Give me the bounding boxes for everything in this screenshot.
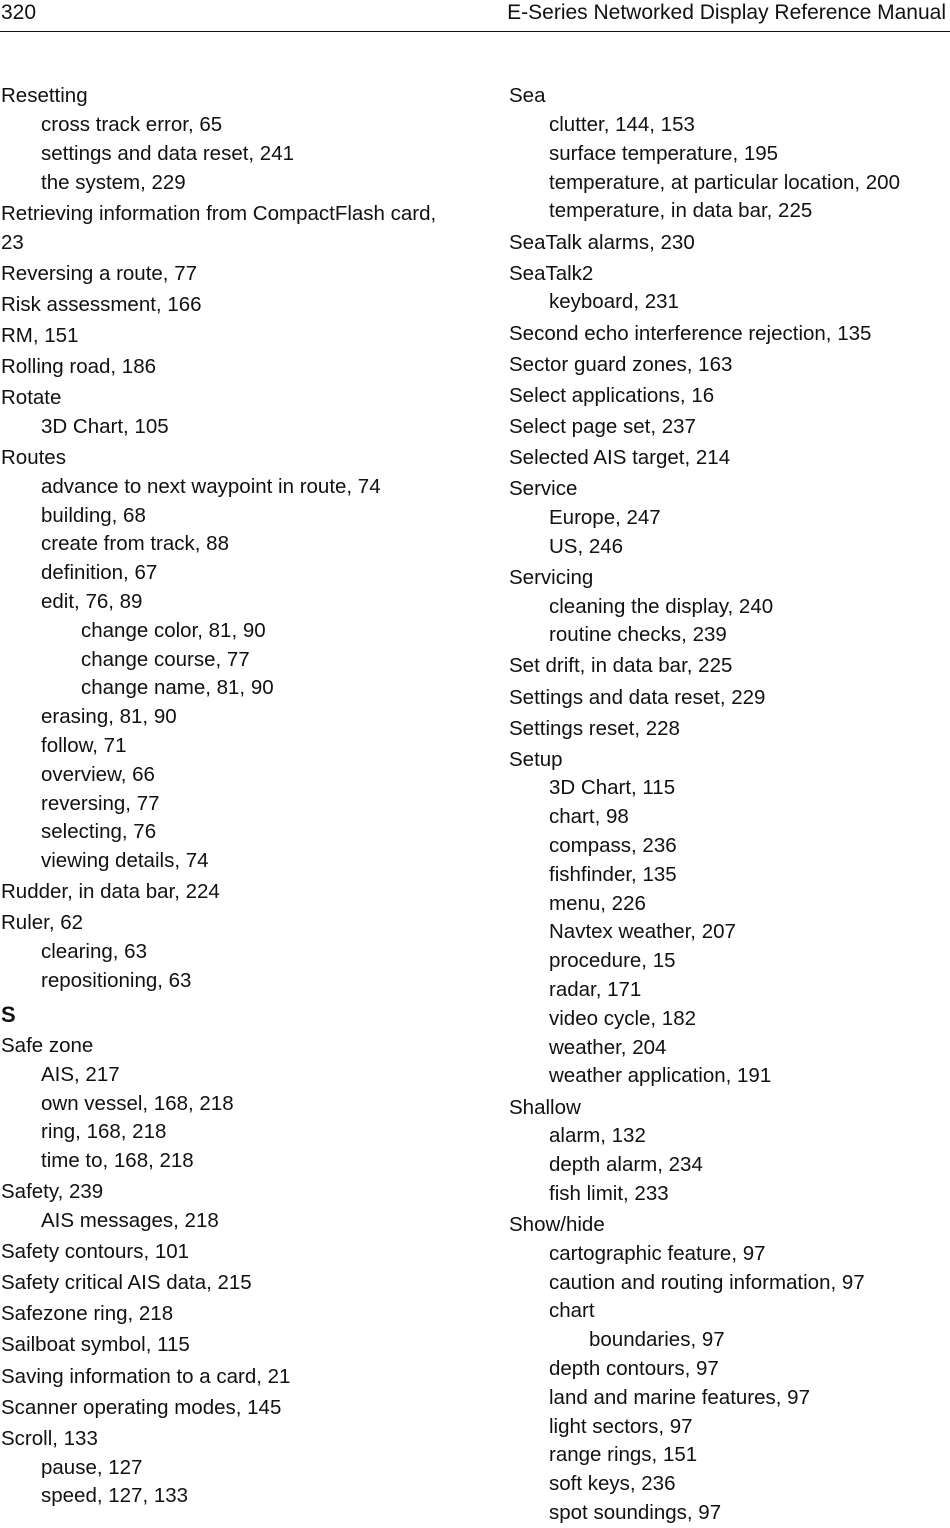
index-subentry: fishfinder, 135 — [549, 862, 677, 886]
index-subentry: pause, 127 — [41, 1455, 143, 1479]
index-subentry: clutter, 144, 153 — [549, 113, 695, 137]
index-subentry: alarm, 132 — [549, 1124, 646, 1148]
index-subentry: chart, 98 — [549, 805, 629, 829]
index-entry: Service — [509, 477, 578, 501]
index-subentry: follow, 71 — [41, 733, 127, 757]
index-subentry: AIS, 217 — [41, 1062, 120, 1086]
index-subentry: advance to next waypoint in route, 74 — [41, 474, 381, 498]
index-subentry: Navtex weather, 207 — [549, 920, 736, 944]
index-entry: Scanner operating modes, 145 — [1, 1395, 282, 1419]
index-entry: Scroll, 133 — [1, 1426, 98, 1450]
index-subentry: chart — [549, 1299, 595, 1323]
index-subentry: surface temperature, 195 — [549, 141, 779, 165]
index-subentry: cleaning the display, 240 — [549, 594, 774, 618]
index-entry: Selected AIS target, 214 — [509, 445, 731, 469]
index-subentry: routine checks, 239 — [549, 623, 727, 647]
index-subentry: land and marine features, 97 — [549, 1385, 810, 1409]
index-entry: Select page set, 237 — [509, 414, 696, 438]
index-entry: Routes — [1, 445, 66, 469]
index-entry: Shallow — [509, 1095, 581, 1119]
index-entry: Servicing — [509, 565, 594, 589]
index-subentry: AIS messages, 218 — [41, 1209, 219, 1233]
index-entry: RM, 151 — [1, 323, 79, 347]
index-subentry: reversing, 77 — [41, 791, 160, 815]
index-subentry: settings and data reset, 241 — [41, 141, 295, 165]
index-entry: SeaTalk alarms, 230 — [509, 230, 695, 254]
index-subentry: soft keys, 236 — [549, 1472, 676, 1496]
index-subentry: viewing details, 74 — [41, 849, 209, 873]
index-subentry: ring, 168, 218 — [41, 1120, 167, 1144]
index-subentry: caution and routing information, 97 — [549, 1270, 865, 1294]
index-section-letter: S — [1, 1001, 16, 1027]
index-subentry: video cycle, 182 — [549, 1006, 697, 1030]
index-subentry: definition, 67 — [41, 561, 158, 585]
index-subentry: light sectors, 97 — [549, 1414, 693, 1438]
index-subentry: spot soundings, 97 — [549, 1501, 722, 1524]
index-entry: Rudder, in data bar, 224 — [1, 880, 220, 904]
index-subentry: keyboard, 231 — [549, 290, 679, 314]
index-subentry: fish limit, 233 — [549, 1181, 669, 1205]
index-entry: Sector guard zones, 163 — [509, 352, 733, 376]
index-subentry: change name, 81, 90 — [81, 676, 274, 700]
index-subentry: Europe, 247 — [549, 505, 661, 529]
index-entry: Setup — [509, 747, 563, 771]
index-subentry: overview, 66 — [41, 762, 155, 786]
index-subentry: procedure, 15 — [549, 949, 676, 973]
index-entry: Sailboat symbol, 115 — [1, 1333, 190, 1357]
index-entry: Rolling road, 186 — [1, 354, 156, 378]
index-subentry: depth alarm, 234 — [549, 1153, 703, 1177]
index-subentry: temperature, in data bar, 225 — [549, 199, 813, 223]
index-entry: Ruler, 62 — [1, 911, 84, 935]
index-entry: Retrieving information from CompactFlash card, — [1, 201, 437, 225]
index-entry: Saving information to a card, 21 — [1, 1364, 291, 1388]
index-entry: Rotate — [1, 386, 62, 410]
index-subentry: cross track error, 65 — [41, 113, 223, 137]
index-entry: Reversing a route, 77 — [1, 261, 198, 285]
running-title: E-Series Networked Display Reference Manual — [507, 1, 946, 24]
index-entry: Safety, 239 — [1, 1180, 104, 1204]
index-entry: Settings reset, 228 — [509, 716, 680, 740]
page-header — [0, 0, 950, 30]
index-subentry: temperature, at particular location, 200 — [549, 170, 900, 194]
index-entry: 23 — [1, 230, 24, 254]
index-subentry: menu, 226 — [549, 891, 646, 915]
index-entry: Safety critical AIS data, 215 — [1, 1271, 252, 1295]
index-subentry: change course, 77 — [81, 647, 250, 671]
index-subentry: the system, 229 — [41, 170, 186, 194]
index-subentry: time to, 168, 218 — [41, 1149, 194, 1173]
index-subentry: speed, 127, 133 — [41, 1484, 189, 1508]
page-number: 320 — [1, 1, 37, 24]
index-subentry: boundaries, 97 — [589, 1328, 725, 1352]
index-entry: Set drift, in data bar, 225 — [509, 654, 733, 678]
index-entry: Second echo interference rejection, 135 — [509, 321, 872, 345]
index-entry: Risk assessment, 166 — [1, 292, 202, 316]
index-column-left — [1, 80, 441, 1511]
index-subentry: 3D Chart, 115 — [549, 776, 676, 800]
index-entry: Safety contours, 101 — [1, 1240, 190, 1264]
index-entry: Sea — [509, 84, 546, 108]
index-subentry: radar, 171 — [549, 978, 642, 1002]
index-subentry: 3D Chart, 105 — [41, 414, 169, 438]
index-entry: Safe zone — [1, 1033, 94, 1057]
index-subentry: weather, 204 — [549, 1035, 667, 1059]
index-subentry: erasing, 81, 90 — [41, 705, 177, 729]
index-column-right — [509, 80, 949, 1528]
index-subentry: depth contours, 97 — [549, 1357, 719, 1381]
index-subentry: cartographic feature, 97 — [549, 1241, 766, 1265]
index-entry: Safezone ring, 218 — [1, 1302, 174, 1326]
index-subentry: weather application, 191 — [549, 1064, 772, 1088]
index-entry: SeaTalk2 — [509, 261, 594, 285]
index-subentry: range rings, 151 — [549, 1443, 698, 1467]
index-subentry: US, 246 — [549, 534, 624, 558]
index-subentry: clearing, 63 — [41, 940, 147, 964]
index-subentry: building, 68 — [41, 503, 146, 527]
index-subentry: create from track, 88 — [41, 532, 229, 556]
index-subentry: repositioning, 63 — [41, 968, 192, 992]
index-subentry: edit, 76, 89 — [41, 589, 143, 613]
header-rule — [0, 31, 950, 32]
index-entry: Resetting — [1, 84, 88, 108]
index-subentry: compass, 236 — [549, 834, 677, 858]
index-entry: Show/hide — [509, 1213, 605, 1237]
index-entry: Select applications, 16 — [509, 383, 715, 407]
index-subentry: own vessel, 168, 218 — [41, 1091, 234, 1115]
index-entry: Settings and data reset, 229 — [509, 685, 766, 709]
index-subentry: change color, 81, 90 — [81, 618, 266, 642]
index-subentry: selecting, 76 — [41, 820, 157, 844]
